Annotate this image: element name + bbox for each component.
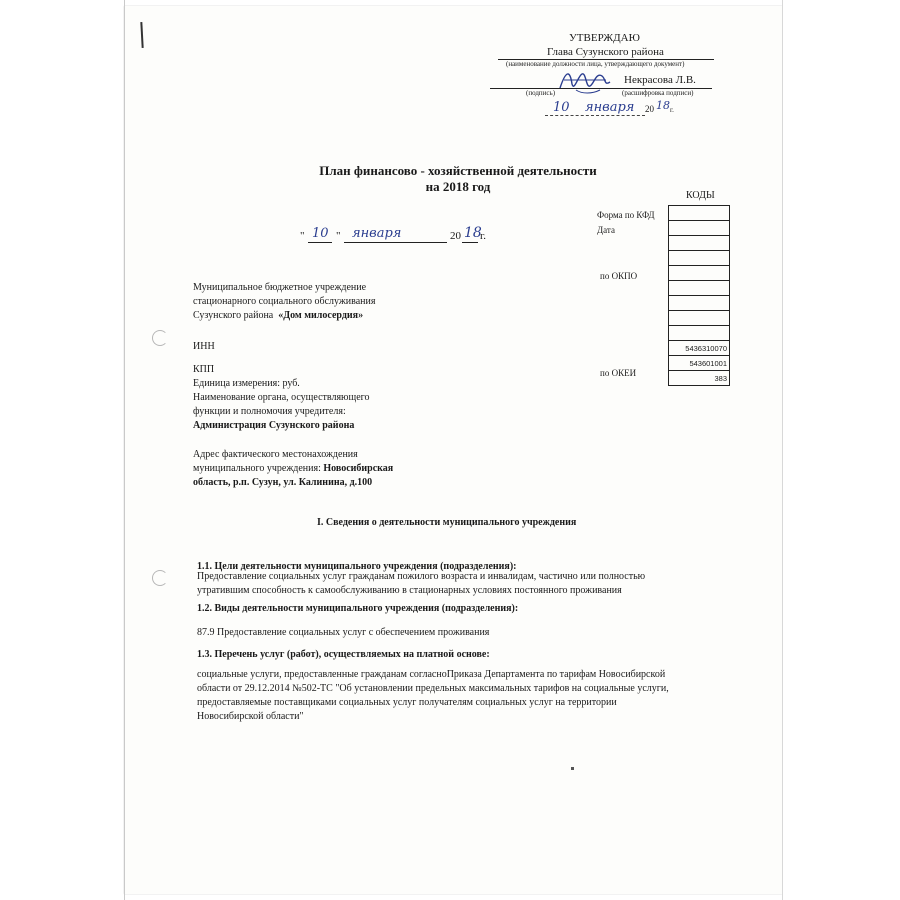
organization-name-plain: Сузунского района: [193, 310, 274, 321]
section1-heading: I. Сведения о деятельности муниципального учреждения: [317, 517, 577, 528]
page-right-edge: [782, 0, 783, 900]
code-cell: [669, 266, 730, 281]
goals-line1: Предоставление социальных услуг гражданам пожилого возраста и инвалидам, частично или полностью: [197, 571, 646, 582]
signature-caption: (подпись): [526, 89, 556, 97]
approval-date-year-abbr: г.: [670, 106, 674, 114]
signature-image: [556, 66, 614, 96]
paid-line1: социальные услуги, предоставленные гражданам согласноПриказа Департамента по тарифам Новосибирской: [197, 669, 666, 680]
date-day: 10: [312, 226, 329, 241]
code-cell: [669, 296, 730, 311]
document-title-line1: План финансово - хозяйственной деятельности: [319, 163, 597, 178]
codes-table: [668, 205, 730, 386]
goals-text: [197, 570, 767, 598]
activities-heading: 1.2. Виды деятельности муниципального учреждения (подразделения):: [197, 603, 519, 614]
approval-date-year-prefix: 20: [645, 104, 654, 114]
document-title-line2: на 2018 год: [425, 179, 491, 194]
date-year-abbr: г.: [480, 230, 487, 242]
approval-position: Глава Сузунского района: [547, 46, 664, 58]
code-cell: [669, 236, 730, 251]
okei-code-cell: 383: [669, 371, 730, 386]
address-label-line1: Адрес фактического местонахождения: [193, 449, 358, 460]
codes-header: КОДЫ: [686, 190, 715, 201]
address-block: [193, 448, 523, 490]
address-label-line2-wrap: [193, 462, 523, 476]
address-value-line2: область, р.п. Сузун, ул. Калинина, д.100: [193, 477, 373, 488]
organization-name-line1: Муниципальное бюджетное учреждение: [193, 282, 367, 293]
organization-name: [193, 281, 523, 323]
code-cell: [669, 206, 730, 221]
date-month: января: [352, 226, 402, 241]
punch-hole-lower: [152, 570, 168, 586]
date-year-underline: [462, 242, 478, 243]
inn-label: ИНН: [193, 341, 215, 352]
code-cell: [669, 221, 730, 236]
kpp-code-cell: 543601001: [669, 356, 730, 371]
approval-date-underline: [545, 115, 645, 116]
okei-label: по ОКЕИ: [600, 368, 637, 378]
punch-hole-upper: [152, 330, 168, 346]
approval-heading: УТВЕРЖДАЮ: [569, 32, 640, 44]
unit-label: Единица измерения: руб.: [193, 378, 300, 389]
paid-services-heading: 1.3. Перечень услуг (работ), осуществляемых на платной основе:: [197, 649, 490, 660]
signatory-name: Некрасова Л.В.: [624, 74, 696, 86]
date-quote-close: ": [336, 230, 341, 242]
date-year-suffix: 18: [464, 225, 482, 241]
paid-services-text: [197, 668, 772, 724]
code-cell: [669, 251, 730, 266]
position-caption: (наименование должности лица, утверждающего документ): [506, 60, 685, 68]
page-left-edge: [124, 0, 125, 900]
approval-date: [545, 100, 695, 118]
founder-label-line2: функции и полномочия учредителя:: [193, 406, 346, 417]
address-label-line2: муниципального учреждения:: [193, 463, 321, 474]
address-value-line1: Новосибирская: [323, 463, 394, 474]
organization-name-line2: стационарного социального обслуживания: [193, 296, 376, 307]
date-month-underline: [344, 242, 447, 243]
activities-text: 87.9 Предоставление социальных услуг с обеспечением проживания: [197, 627, 490, 638]
paid-line4: Новосибирской области": [197, 711, 304, 722]
kpp-label: КПП: [193, 364, 215, 375]
form-label: Форма по КФД: [597, 210, 655, 220]
paid-line2: области от 29.12.2014 №502-ТС "Об установлении предельных максимальных тарифов на социальные услуги,: [197, 683, 669, 694]
founder-label-line1: Наименование органа, осуществляющего: [193, 392, 370, 403]
okpo-label: по ОКПО: [600, 271, 638, 281]
organization-details: [193, 363, 513, 433]
date-year-prefix: 20: [450, 230, 461, 242]
approval-date-year-suffix: 18: [656, 99, 670, 112]
date-quote-open: ": [300, 230, 305, 242]
date-day-underline: [308, 242, 332, 243]
approval-date-day: 10: [553, 100, 570, 115]
code-cell: [669, 281, 730, 296]
founder-value: Администрация Сузунского района: [193, 420, 355, 431]
inn-code-cell: 5436310070: [669, 341, 730, 356]
document-date: [300, 226, 500, 246]
code-cell: [669, 311, 730, 326]
organization-name-line3: [193, 309, 523, 323]
goals-heading: 1.1. Цели деятельности муниципального учреждения (подразделения):: [197, 561, 517, 572]
organization-name-bold: «Дом милосердия»: [278, 310, 364, 321]
code-cell: [669, 326, 730, 341]
ink-speck: [571, 767, 574, 770]
goals-line2: утратившим способность к самообслуживанию в стационарных условиях постоянного проживания: [197, 585, 622, 596]
paid-line3: предоставляемые поставщиками социальных услуг получателям социальных услуг на территории: [197, 697, 617, 708]
date-label: Дата: [597, 225, 615, 235]
approval-date-month: января: [585, 100, 635, 115]
name-caption: (расшифровка подписи): [622, 89, 694, 97]
